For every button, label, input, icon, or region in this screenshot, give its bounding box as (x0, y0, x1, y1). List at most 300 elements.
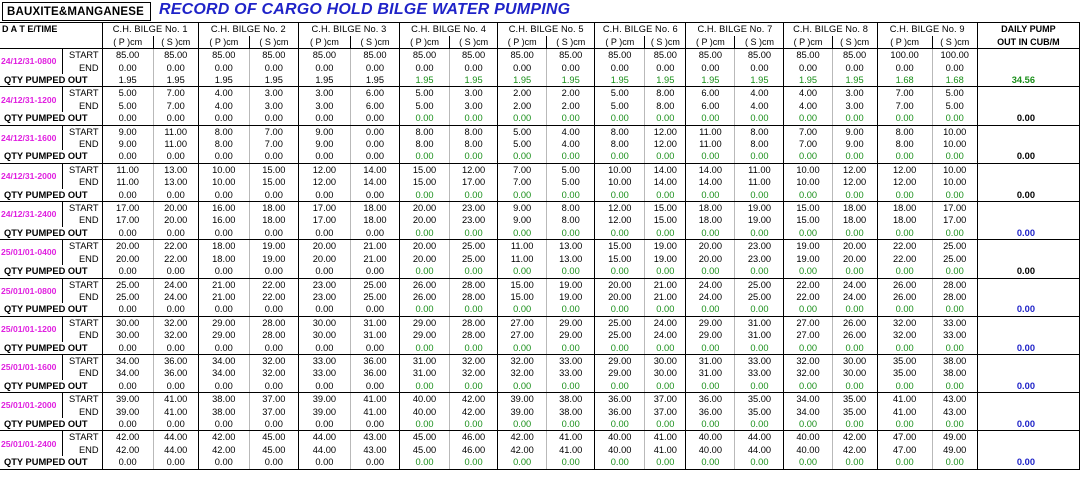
bilge-4-p-start-cell[interactable]: 26.00 (400, 278, 450, 291)
bilge-2-s-end-cell[interactable]: 18.00 (249, 214, 298, 226)
bilge-4-s-qty-cell[interactable]: 0.00 (450, 150, 498, 163)
daily-pump-value[interactable]: 0.00 (977, 418, 1079, 431)
bilge-9-s-end-cell[interactable]: 43.00 (932, 406, 977, 418)
bilge-9-s-start-cell[interactable]: 49.00 (932, 431, 977, 444)
bilge-9-p-qty-cell[interactable]: 0.00 (877, 456, 932, 469)
bilge-7-p-end-cell[interactable]: 14.00 (686, 176, 735, 188)
bilge-1-s-qty-cell[interactable]: 0.00 (153, 380, 198, 393)
bilge-9-p-qty-cell[interactable]: 0.00 (877, 418, 932, 431)
bilge-2-p-end-cell[interactable]: 21.00 (198, 291, 249, 303)
bilge-2-p-end-cell[interactable]: 16.00 (198, 214, 249, 226)
bilge-8-s-start-cell[interactable]: 24.00 (832, 278, 877, 291)
bilge-6-s-start-cell[interactable]: 85.00 (645, 49, 686, 62)
bilge-8-s-qty-cell[interactable]: 0.00 (832, 418, 877, 431)
bilge-5-p-qty-cell[interactable]: 0.00 (498, 380, 547, 393)
bilge-8-p-qty-cell[interactable]: 0.00 (784, 112, 832, 125)
bilge-6-p-end-cell[interactable]: 8.00 (595, 138, 645, 150)
bilge-4-s-qty-cell[interactable]: 0.00 (450, 456, 498, 469)
bilge-9-p-qty-cell[interactable]: 0.00 (877, 303, 932, 316)
bilge-2-p-start-cell[interactable]: 34.00 (198, 354, 249, 367)
bilge-5-p-end-cell[interactable]: 7.00 (498, 176, 547, 188)
bilge-8-p-qty-cell[interactable]: 0.00 (784, 418, 832, 431)
bilge-5-p-end-cell[interactable]: 39.00 (498, 406, 547, 418)
bilge-6-s-qty-cell[interactable]: 0.00 (645, 303, 686, 316)
bilge-1-s-qty-cell[interactable]: 0.00 (153, 303, 198, 316)
bilge-6-p-start-cell[interactable]: 15.00 (595, 240, 645, 253)
bilge-3-s-qty-cell[interactable]: 0.00 (350, 456, 399, 469)
bilge-1-p-start-cell[interactable]: 85.00 (102, 49, 153, 62)
bilge-1-p-end-cell[interactable]: 25.00 (102, 291, 153, 303)
bilge-3-p-start-cell[interactable]: 23.00 (298, 278, 350, 291)
bilge-3-p-qty-cell[interactable]: 0.00 (298, 456, 350, 469)
bilge-2-s-end-cell[interactable]: 0.00 (249, 62, 298, 74)
bilge-8-s-start-cell[interactable]: 12.00 (832, 163, 877, 176)
bilge-1-p-qty-cell[interactable]: 0.00 (102, 150, 153, 163)
bilge-9-s-end-cell[interactable]: 25.00 (932, 253, 977, 265)
bilge-4-p-start-cell[interactable]: 45.00 (400, 431, 450, 444)
bilge-5-s-start-cell[interactable]: 13.00 (547, 240, 595, 253)
bilge-6-s-qty-cell[interactable]: 0.00 (645, 189, 686, 202)
datetime-cell[interactable]: 24/12/31-1600 (0, 125, 62, 150)
bilge-8-s-start-cell[interactable]: 20.00 (832, 240, 877, 253)
datetime-cell[interactable]: 25/01/01-2000 (0, 393, 62, 418)
bilge-2-p-end-cell[interactable]: 34.00 (198, 367, 249, 379)
bilge-6-p-end-cell[interactable]: 5.00 (595, 100, 645, 112)
bilge-8-s-qty-cell[interactable]: 0.00 (832, 227, 877, 240)
bilge-6-s-end-cell[interactable]: 24.00 (645, 329, 686, 341)
bilge-3-s-qty-cell[interactable]: 0.00 (350, 418, 399, 431)
bilge-6-s-start-cell[interactable]: 15.00 (645, 202, 686, 215)
bilge-5-s-start-cell[interactable]: 19.00 (547, 278, 595, 291)
bilge-2-s-end-cell[interactable]: 3.00 (249, 100, 298, 112)
bilge-4-p-end-cell[interactable]: 29.00 (400, 329, 450, 341)
bilge-8-p-qty-cell[interactable]: 0.00 (784, 150, 832, 163)
daily-pump-value[interactable]: 0.00 (977, 303, 1079, 316)
bilge-9-p-start-cell[interactable]: 35.00 (877, 354, 932, 367)
bilge-3-p-start-cell[interactable]: 85.00 (298, 49, 350, 62)
bilge-2-s-qty-cell[interactable]: 0.00 (249, 189, 298, 202)
bilge-9-p-start-cell[interactable]: 12.00 (877, 163, 932, 176)
bilge-8-p-start-cell[interactable]: 19.00 (784, 240, 832, 253)
bilge-2-s-qty-cell[interactable]: 0.00 (249, 456, 298, 469)
bilge-4-p-end-cell[interactable]: 26.00 (400, 291, 450, 303)
bilge-9-p-start-cell[interactable]: 26.00 (877, 278, 932, 291)
bilge-4-s-qty-cell[interactable]: 0.00 (450, 189, 498, 202)
bilge-1-p-qty-cell[interactable]: 0.00 (102, 112, 153, 125)
bilge-7-s-end-cell[interactable]: 23.00 (735, 253, 784, 265)
bilge-7-s-end-cell[interactable]: 0.00 (735, 62, 784, 74)
bilge-4-s-end-cell[interactable]: 32.00 (450, 367, 498, 379)
bilge-8-p-qty-cell[interactable]: 0.00 (784, 227, 832, 240)
bilge-4-p-qty-cell[interactable]: 0.00 (400, 265, 450, 278)
bilge-2-p-qty-cell[interactable]: 0.00 (198, 112, 249, 125)
daily-pump-blank[interactable] (977, 176, 1079, 188)
bilge-3-p-qty-cell[interactable]: 0.00 (298, 227, 350, 240)
bilge-1-s-end-cell[interactable]: 7.00 (153, 100, 198, 112)
bilge-7-s-end-cell[interactable]: 8.00 (735, 138, 784, 150)
bilge-7-p-qty-cell[interactable]: 0.00 (686, 380, 735, 393)
daily-pump-blank[interactable] (977, 202, 1079, 215)
bilge-9-s-start-cell[interactable]: 43.00 (932, 393, 977, 406)
bilge-6-p-qty-cell[interactable]: 1.95 (595, 74, 645, 87)
bilge-6-s-qty-cell[interactable]: 0.00 (645, 265, 686, 278)
bilge-9-p-start-cell[interactable]: 22.00 (877, 240, 932, 253)
bilge-8-s-start-cell[interactable]: 26.00 (832, 316, 877, 329)
bilge-6-p-qty-cell[interactable]: 0.00 (595, 342, 645, 355)
bilge-3-s-end-cell[interactable]: 6.00 (350, 100, 399, 112)
bilge-9-s-end-cell[interactable]: 17.00 (932, 214, 977, 226)
bilge-7-s-qty-cell[interactable]: 0.00 (735, 112, 784, 125)
bilge-5-s-end-cell[interactable]: 41.00 (547, 444, 595, 456)
bilge-1-s-qty-cell[interactable]: 0.00 (153, 150, 198, 163)
bilge-8-p-qty-cell[interactable]: 0.00 (784, 189, 832, 202)
bilge-3-p-qty-cell[interactable]: 0.00 (298, 265, 350, 278)
bilge-8-p-start-cell[interactable]: 15.00 (784, 202, 832, 215)
bilge-8-s-end-cell[interactable]: 9.00 (832, 138, 877, 150)
bilge-1-s-qty-cell[interactable]: 0.00 (153, 189, 198, 202)
bilge-5-s-end-cell[interactable]: 33.00 (547, 367, 595, 379)
bilge-2-p-end-cell[interactable]: 0.00 (198, 62, 249, 74)
bilge-7-s-start-cell[interactable]: 19.00 (735, 202, 784, 215)
daily-pump-value[interactable]: 0.00 (977, 150, 1079, 163)
bilge-2-s-qty-cell[interactable]: 0.00 (249, 418, 298, 431)
datetime-cell[interactable]: 24/12/31-2400 (0, 202, 62, 227)
bilge-5-p-start-cell[interactable]: 27.00 (498, 316, 547, 329)
bilge-9-p-end-cell[interactable]: 35.00 (877, 367, 932, 379)
bilge-5-p-end-cell[interactable]: 32.00 (498, 367, 547, 379)
bilge-5-p-start-cell[interactable]: 85.00 (498, 49, 547, 62)
bilge-9-s-qty-cell[interactable]: 0.00 (932, 456, 977, 469)
bilge-4-s-end-cell[interactable]: 0.00 (450, 62, 498, 74)
bilge-5-p-qty-cell[interactable]: 0.00 (498, 265, 547, 278)
bilge-4-p-start-cell[interactable]: 5.00 (400, 87, 450, 100)
bilge-1-s-start-cell[interactable]: 85.00 (153, 49, 198, 62)
bilge-9-s-end-cell[interactable]: 33.00 (932, 329, 977, 341)
bilge-1-p-start-cell[interactable]: 34.00 (102, 354, 153, 367)
bilge-4-s-end-cell[interactable]: 46.00 (450, 444, 498, 456)
bilge-1-p-start-cell[interactable]: 20.00 (102, 240, 153, 253)
bilge-9-s-start-cell[interactable]: 17.00 (932, 202, 977, 215)
bilge-4-p-end-cell[interactable]: 20.00 (400, 214, 450, 226)
bilge-8-p-end-cell[interactable]: 32.00 (784, 367, 832, 379)
daily-pump-value[interactable]: 34.56 (977, 74, 1079, 87)
bilge-7-s-qty-cell[interactable]: 0.00 (735, 456, 784, 469)
bilge-9-p-qty-cell[interactable]: 0.00 (877, 150, 932, 163)
bilge-6-p-end-cell[interactable]: 25.00 (595, 329, 645, 341)
bilge-2-s-qty-cell[interactable]: 0.00 (249, 342, 298, 355)
bilge-5-p-qty-cell[interactable]: 0.00 (498, 227, 547, 240)
daily-pump-blank[interactable] (977, 138, 1079, 150)
bilge-3-s-end-cell[interactable]: 21.00 (350, 253, 399, 265)
bilge-3-p-qty-cell[interactable]: 1.95 (298, 74, 350, 87)
bilge-3-p-end-cell[interactable]: 33.00 (298, 367, 350, 379)
bilge-7-p-end-cell[interactable]: 31.00 (686, 367, 735, 379)
bilge-8-s-qty-cell[interactable]: 0.00 (832, 112, 877, 125)
bilge-5-p-qty-cell[interactable]: 0.00 (498, 456, 547, 469)
bilge-6-p-qty-cell[interactable]: 0.00 (595, 303, 645, 316)
bilge-1-s-start-cell[interactable]: 22.00 (153, 240, 198, 253)
bilge-5-s-end-cell[interactable]: 38.00 (547, 406, 595, 418)
bilge-6-p-end-cell[interactable]: 12.00 (595, 214, 645, 226)
bilge-6-s-start-cell[interactable]: 14.00 (645, 163, 686, 176)
bilge-1-s-qty-cell[interactable]: 0.00 (153, 456, 198, 469)
bilge-9-p-end-cell[interactable]: 32.00 (877, 329, 932, 341)
bilge-2-s-start-cell[interactable]: 18.00 (249, 202, 298, 215)
bilge-2-s-end-cell[interactable]: 28.00 (249, 329, 298, 341)
bilge-4-p-qty-cell[interactable]: 0.00 (400, 418, 450, 431)
bilge-4-p-start-cell[interactable]: 15.00 (400, 163, 450, 176)
bilge-5-s-qty-cell[interactable]: 0.00 (547, 380, 595, 393)
bilge-8-p-qty-cell[interactable]: 0.00 (784, 456, 832, 469)
bilge-4-s-start-cell[interactable]: 3.00 (450, 87, 498, 100)
bilge-9-s-start-cell[interactable]: 10.00 (932, 125, 977, 138)
bilge-8-p-start-cell[interactable]: 7.00 (784, 125, 832, 138)
bilge-2-p-end-cell[interactable]: 38.00 (198, 406, 249, 418)
bilge-5-s-start-cell[interactable]: 85.00 (547, 49, 595, 62)
bilge-8-s-start-cell[interactable]: 42.00 (832, 431, 877, 444)
bilge-2-p-start-cell[interactable]: 85.00 (198, 49, 249, 62)
bilge-5-p-start-cell[interactable]: 39.00 (498, 393, 547, 406)
bilge-6-s-end-cell[interactable]: 37.00 (645, 406, 686, 418)
bilge-2-s-start-cell[interactable]: 3.00 (249, 87, 298, 100)
bilge-1-p-qty-cell[interactable]: 0.00 (102, 418, 153, 431)
datetime-cell[interactable]: 24/12/31-0800 (0, 49, 62, 74)
bilge-8-p-end-cell[interactable]: 19.00 (784, 253, 832, 265)
bilge-9-s-start-cell[interactable]: 33.00 (932, 316, 977, 329)
bilge-4-s-qty-cell[interactable]: 0.00 (450, 418, 498, 431)
bilge-9-p-end-cell[interactable]: 18.00 (877, 214, 932, 226)
bilge-9-p-end-cell[interactable]: 0.00 (877, 62, 932, 74)
bilge-1-s-start-cell[interactable]: 7.00 (153, 87, 198, 100)
bilge-5-s-qty-cell[interactable]: 0.00 (547, 303, 595, 316)
daily-pump-blank[interactable] (977, 393, 1079, 406)
bilge-9-s-start-cell[interactable]: 25.00 (932, 240, 977, 253)
bilge-1-p-end-cell[interactable]: 34.00 (102, 367, 153, 379)
bilge-3-p-end-cell[interactable]: 23.00 (298, 291, 350, 303)
bilge-7-p-qty-cell[interactable]: 0.00 (686, 418, 735, 431)
bilge-2-p-qty-cell[interactable]: 0.00 (198, 150, 249, 163)
bilge-8-p-qty-cell[interactable]: 1.95 (784, 74, 832, 87)
bilge-5-p-qty-cell[interactable]: 0.00 (498, 150, 547, 163)
bilge-4-p-start-cell[interactable]: 20.00 (400, 202, 450, 215)
bilge-1-p-end-cell[interactable]: 39.00 (102, 406, 153, 418)
bilge-9-p-qty-cell[interactable]: 1.68 (877, 74, 932, 87)
bilge-9-s-qty-cell[interactable]: 0.00 (932, 418, 977, 431)
bilge-6-p-end-cell[interactable]: 40.00 (595, 444, 645, 456)
bilge-3-s-qty-cell[interactable]: 0.00 (350, 227, 399, 240)
bilge-6-p-qty-cell[interactable]: 0.00 (595, 189, 645, 202)
bilge-3-s-qty-cell[interactable]: 0.00 (350, 112, 399, 125)
bilge-4-s-qty-cell[interactable]: 0.00 (450, 303, 498, 316)
bilge-6-s-end-cell[interactable]: 21.00 (645, 291, 686, 303)
bilge-9-p-qty-cell[interactable]: 0.00 (877, 189, 932, 202)
bilge-7-p-start-cell[interactable]: 24.00 (686, 278, 735, 291)
bilge-9-s-end-cell[interactable]: 38.00 (932, 367, 977, 379)
bilge-2-p-qty-cell[interactable]: 1.95 (198, 74, 249, 87)
bilge-1-s-qty-cell[interactable]: 0.00 (153, 265, 198, 278)
bilge-8-s-end-cell[interactable]: 26.00 (832, 329, 877, 341)
bilge-9-s-end-cell[interactable]: 10.00 (932, 176, 977, 188)
bilge-1-s-end-cell[interactable]: 44.00 (153, 444, 198, 456)
bilge-2-p-qty-cell[interactable]: 0.00 (198, 418, 249, 431)
bilge-6-p-qty-cell[interactable]: 0.00 (595, 418, 645, 431)
bilge-3-p-qty-cell[interactable]: 0.00 (298, 342, 350, 355)
bilge-4-p-end-cell[interactable]: 0.00 (400, 62, 450, 74)
bilge-4-p-start-cell[interactable]: 31.00 (400, 354, 450, 367)
bilge-4-p-start-cell[interactable]: 29.00 (400, 316, 450, 329)
bilge-7-s-end-cell[interactable]: 11.00 (735, 176, 784, 188)
bilge-5-p-start-cell[interactable]: 32.00 (498, 354, 547, 367)
daily-pump-blank[interactable] (977, 253, 1079, 265)
bilge-6-p-start-cell[interactable]: 20.00 (595, 278, 645, 291)
bilge-7-s-end-cell[interactable]: 33.00 (735, 367, 784, 379)
bilge-6-s-end-cell[interactable]: 0.00 (645, 62, 686, 74)
bilge-5-p-end-cell[interactable]: 42.00 (498, 444, 547, 456)
bilge-9-s-start-cell[interactable]: 38.00 (932, 354, 977, 367)
bilge-9-p-end-cell[interactable]: 41.00 (877, 406, 932, 418)
bilge-9-s-qty-cell[interactable]: 0.00 (932, 150, 977, 163)
daily-pump-blank[interactable] (977, 240, 1079, 253)
bilge-1-p-start-cell[interactable]: 9.00 (102, 125, 153, 138)
bilge-1-p-qty-cell[interactable]: 0.00 (102, 227, 153, 240)
bilge-7-p-qty-cell[interactable]: 0.00 (686, 456, 735, 469)
bilge-1-p-start-cell[interactable]: 11.00 (102, 163, 153, 176)
bilge-1-s-end-cell[interactable]: 13.00 (153, 176, 198, 188)
bilge-2-s-end-cell[interactable]: 22.00 (249, 291, 298, 303)
bilge-6-p-start-cell[interactable]: 25.00 (595, 316, 645, 329)
bilge-3-s-start-cell[interactable]: 43.00 (350, 431, 399, 444)
bilge-2-s-start-cell[interactable]: 19.00 (249, 240, 298, 253)
daily-pump-value[interactable]: 0.00 (977, 380, 1079, 393)
bilge-2-p-start-cell[interactable]: 29.00 (198, 316, 249, 329)
bilge-5-p-start-cell[interactable]: 9.00 (498, 202, 547, 215)
bilge-6-s-end-cell[interactable]: 19.00 (645, 253, 686, 265)
bilge-5-p-end-cell[interactable]: 11.00 (498, 253, 547, 265)
bilge-6-s-qty-cell[interactable]: 1.95 (645, 74, 686, 87)
bilge-4-s-qty-cell[interactable]: 0.00 (450, 265, 498, 278)
bilge-1-p-end-cell[interactable]: 9.00 (102, 138, 153, 150)
bilge-6-s-end-cell[interactable]: 15.00 (645, 214, 686, 226)
bilge-4-p-qty-cell[interactable]: 0.00 (400, 456, 450, 469)
bilge-6-s-qty-cell[interactable]: 0.00 (645, 380, 686, 393)
bilge-1-p-start-cell[interactable]: 39.00 (102, 393, 153, 406)
bilge-1-p-qty-cell[interactable]: 0.00 (102, 189, 153, 202)
bilge-3-s-end-cell[interactable]: 0.00 (350, 138, 399, 150)
daily-pump-blank[interactable] (977, 214, 1079, 226)
bilge-7-s-start-cell[interactable]: 35.00 (735, 393, 784, 406)
bilge-3-p-end-cell[interactable]: 9.00 (298, 138, 350, 150)
bilge-9-p-qty-cell[interactable]: 0.00 (877, 380, 932, 393)
bilge-1-p-qty-cell[interactable]: 0.00 (102, 342, 153, 355)
bilge-7-p-start-cell[interactable]: 36.00 (686, 393, 735, 406)
bilge-2-s-qty-cell[interactable]: 0.00 (249, 112, 298, 125)
bilge-3-s-end-cell[interactable]: 25.00 (350, 291, 399, 303)
bilge-6-p-end-cell[interactable]: 36.00 (595, 406, 645, 418)
bilge-8-p-start-cell[interactable]: 34.00 (784, 393, 832, 406)
bilge-1-s-start-cell[interactable]: 11.00 (153, 125, 198, 138)
bilge-7-p-start-cell[interactable]: 6.00 (686, 87, 735, 100)
datetime-cell[interactable]: 25/01/01-1200 (0, 316, 62, 341)
bilge-7-p-end-cell[interactable]: 20.00 (686, 253, 735, 265)
bilge-3-s-end-cell[interactable]: 31.00 (350, 329, 399, 341)
bilge-9-s-qty-cell[interactable]: 0.00 (932, 265, 977, 278)
bilge-3-p-end-cell[interactable]: 12.00 (298, 176, 350, 188)
bilge-2-p-start-cell[interactable]: 21.00 (198, 278, 249, 291)
bilge-1-p-end-cell[interactable]: 11.00 (102, 176, 153, 188)
bilge-6-s-start-cell[interactable]: 19.00 (645, 240, 686, 253)
bilge-8-s-end-cell[interactable]: 12.00 (832, 176, 877, 188)
bilge-3-p-start-cell[interactable]: 12.00 (298, 163, 350, 176)
bilge-1-s-start-cell[interactable]: 13.00 (153, 163, 198, 176)
datetime-cell[interactable]: 25/01/01-1600 (0, 354, 62, 379)
bilge-6-p-start-cell[interactable]: 12.00 (595, 202, 645, 215)
daily-pump-value[interactable]: 0.00 (977, 456, 1079, 469)
bilge-2-s-end-cell[interactable]: 45.00 (249, 444, 298, 456)
bilge-8-s-qty-cell[interactable]: 0.00 (832, 303, 877, 316)
bilge-4-p-start-cell[interactable]: 8.00 (400, 125, 450, 138)
bilge-7-p-start-cell[interactable]: 40.00 (686, 431, 735, 444)
bilge-6-p-start-cell[interactable]: 8.00 (595, 125, 645, 138)
bilge-1-p-end-cell[interactable]: 42.00 (102, 444, 153, 456)
bilge-6-s-start-cell[interactable]: 30.00 (645, 354, 686, 367)
bilge-4-s-qty-cell[interactable]: 0.00 (450, 342, 498, 355)
bilge-7-p-qty-cell[interactable]: 0.00 (686, 112, 735, 125)
bilge-2-p-start-cell[interactable]: 8.00 (198, 125, 249, 138)
bilge-6-s-qty-cell[interactable]: 0.00 (645, 342, 686, 355)
bilge-5-s-qty-cell[interactable]: 1.95 (547, 74, 595, 87)
bilge-7-p-end-cell[interactable]: 24.00 (686, 291, 735, 303)
bilge-4-s-start-cell[interactable]: 25.00 (450, 240, 498, 253)
bilge-1-s-start-cell[interactable]: 20.00 (153, 202, 198, 215)
bilge-3-p-start-cell[interactable]: 44.00 (298, 431, 350, 444)
bilge-3-s-qty-cell[interactable]: 0.00 (350, 265, 399, 278)
bilge-3-s-qty-cell[interactable]: 0.00 (350, 380, 399, 393)
bilge-9-p-end-cell[interactable]: 47.00 (877, 444, 932, 456)
bilge-6-p-start-cell[interactable]: 5.00 (595, 87, 645, 100)
bilge-9-p-start-cell[interactable]: 32.00 (877, 316, 932, 329)
bilge-4-s-qty-cell[interactable]: 0.00 (450, 227, 498, 240)
bilge-9-s-end-cell[interactable]: 10.00 (932, 138, 977, 150)
bilge-7-p-end-cell[interactable]: 0.00 (686, 62, 735, 74)
bilge-6-p-start-cell[interactable]: 40.00 (595, 431, 645, 444)
bilge-1-s-start-cell[interactable]: 32.00 (153, 316, 198, 329)
bilge-4-p-qty-cell[interactable]: 1.95 (400, 74, 450, 87)
bilge-9-p-start-cell[interactable]: 47.00 (877, 431, 932, 444)
bilge-9-s-qty-cell[interactable]: 0.00 (932, 189, 977, 202)
bilge-7-s-start-cell[interactable]: 4.00 (735, 87, 784, 100)
bilge-8-p-start-cell[interactable]: 10.00 (784, 163, 832, 176)
bilge-5-s-end-cell[interactable]: 4.00 (547, 138, 595, 150)
bilge-4-p-end-cell[interactable]: 5.00 (400, 100, 450, 112)
daily-pump-blank[interactable] (977, 278, 1079, 291)
daily-pump-blank[interactable] (977, 125, 1079, 138)
bilge-9-s-start-cell[interactable]: 5.00 (932, 87, 977, 100)
bilge-5-p-qty-cell[interactable]: 0.00 (498, 112, 547, 125)
bilge-6-p-end-cell[interactable]: 20.00 (595, 291, 645, 303)
bilge-9-p-end-cell[interactable]: 12.00 (877, 176, 932, 188)
bilge-7-p-start-cell[interactable]: 31.00 (686, 354, 735, 367)
bilge-9-p-qty-cell[interactable]: 0.00 (877, 112, 932, 125)
bilge-1-s-end-cell[interactable]: 24.00 (153, 291, 198, 303)
bilge-3-p-qty-cell[interactable]: 0.00 (298, 303, 350, 316)
bilge-2-s-start-cell[interactable]: 15.00 (249, 163, 298, 176)
bilge-3-s-start-cell[interactable]: 6.00 (350, 87, 399, 100)
bilge-6-p-start-cell[interactable]: 36.00 (595, 393, 645, 406)
daily-pump-blank[interactable] (977, 316, 1079, 329)
bilge-1-p-start-cell[interactable]: 25.00 (102, 278, 153, 291)
bilge-5-s-qty-cell[interactable]: 0.00 (547, 342, 595, 355)
bilge-3-p-end-cell[interactable]: 39.00 (298, 406, 350, 418)
